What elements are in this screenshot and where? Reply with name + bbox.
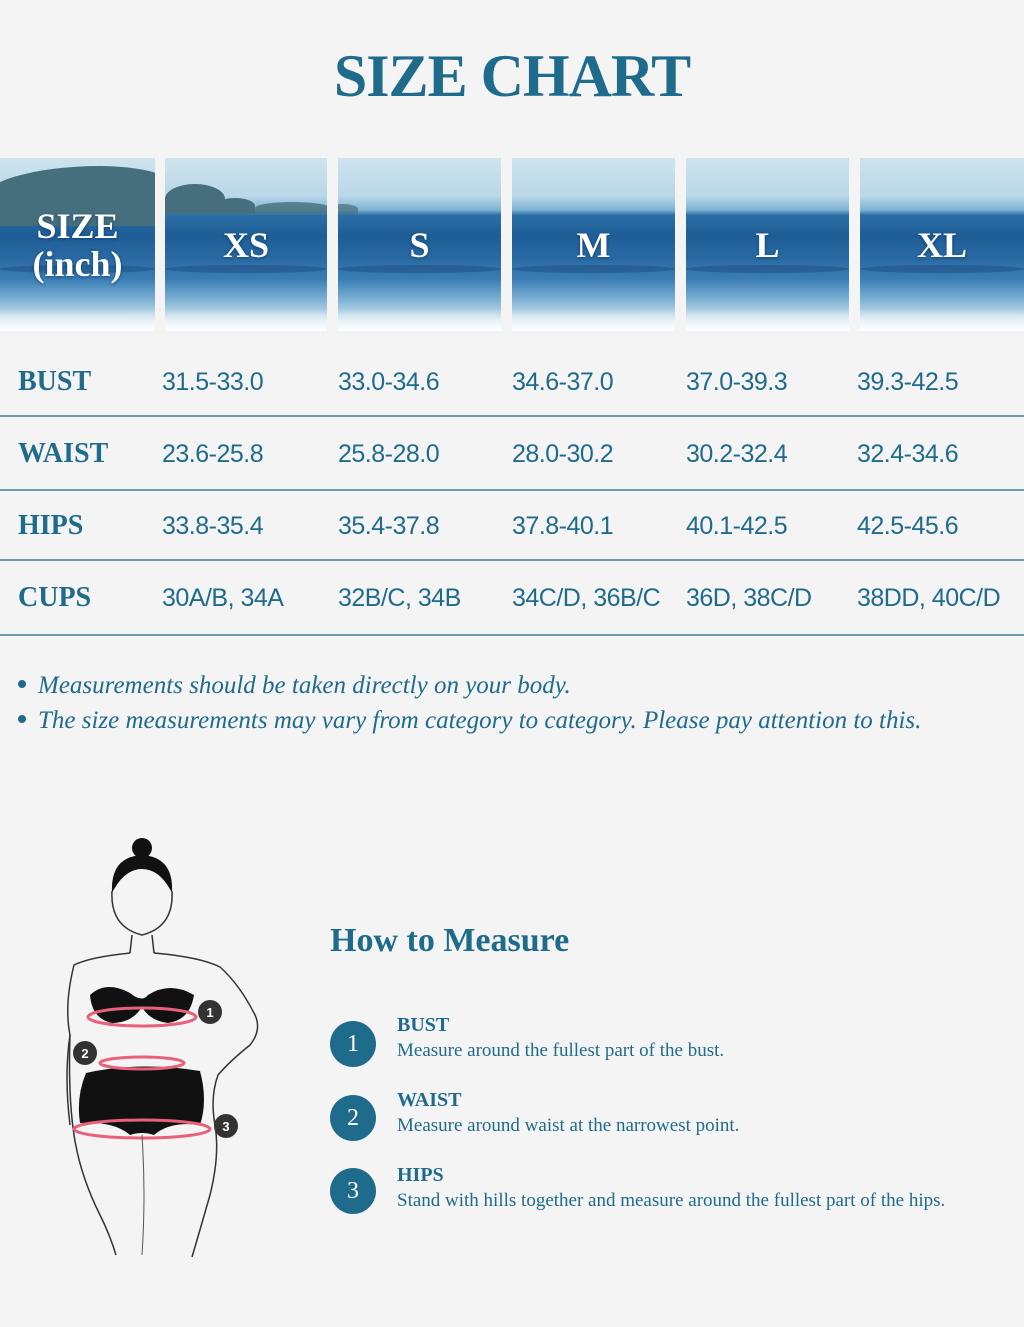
step-description: Measure around waist at the narrowest point.: [397, 1115, 740, 1136]
step-number-badge: 2: [330, 1095, 376, 1141]
cell-bust-l: 37.0-39.3: [686, 368, 788, 396]
bullet-icon: [18, 715, 26, 723]
marker-2-icon: [73, 1041, 97, 1065]
cell-bust-xs: 31.5-33.0: [162, 368, 264, 396]
size-label-xl: XL: [916, 224, 967, 265]
cell-bust-s: 33.0-34.6: [338, 368, 440, 396]
size-label-l: L: [755, 224, 780, 265]
step-description: Stand with hills together and measure around the fullest part of the hips.: [397, 1190, 946, 1211]
step-title: HIPS: [397, 1164, 444, 1186]
bikini-top: [90, 987, 194, 1023]
cell-waist-s: 25.8-28.0: [338, 440, 440, 468]
header-cell-s: [338, 158, 501, 331]
cell-cups-l: 36D, 38C/D: [686, 584, 812, 612]
size-label-m: M: [576, 224, 611, 265]
header-cell-xl: [860, 158, 1024, 331]
neck-outline: [130, 935, 154, 953]
cell-waist-xs: 23.6-25.8: [162, 440, 264, 468]
step-number-badge: 3: [330, 1168, 376, 1214]
cell-cups-xl: 38DD, 40C/D: [857, 584, 1001, 612]
page-title: SIZE CHART: [333, 43, 691, 109]
row-label-cups: CUPS: [18, 582, 92, 613]
cell-hips-xl: 42.5-45.6: [857, 512, 959, 540]
cell-bust-xl: 39.3-42.5: [857, 368, 959, 396]
step-title: WAIST: [397, 1089, 462, 1111]
cell-cups-m: 34C/D, 36B/C: [512, 584, 661, 612]
row-label-waist: WAIST: [18, 438, 109, 469]
row-label-bust: BUST: [18, 366, 92, 397]
size-label-line1: SIZE: [36, 205, 119, 246]
row-divider: [0, 634, 1024, 636]
step-description: Measure around the fullest part of the bust.: [397, 1040, 725, 1061]
note-text: Measurements should be taken directly on your body.: [38, 672, 571, 699]
svg-text:1: 1: [206, 1005, 214, 1020]
hair: [112, 855, 172, 893]
row-divider: [0, 489, 1024, 491]
cell-cups-xs: 30A/B, 34A: [162, 584, 284, 612]
svg-text:3: 3: [222, 1119, 230, 1134]
note-item: [18, 672, 571, 700]
cell-waist-xl: 32.4-34.6: [857, 440, 959, 468]
cell-hips-l: 40.1-42.5: [686, 512, 788, 540]
bullet-icon: [18, 680, 26, 688]
cell-hips-xs: 33.8-35.4: [162, 512, 264, 540]
cell-waist-m: 28.0-30.2: [512, 440, 614, 468]
body-measurement-figure: [50, 835, 280, 1265]
cell-waist-l: 30.2-32.4: [686, 440, 788, 468]
cell-cups-s: 32B/C, 34B: [338, 584, 461, 612]
header-cell-l: [686, 158, 849, 331]
head-outline: [112, 891, 172, 935]
marker-1-icon: [198, 1000, 222, 1024]
header-cell-m: [512, 158, 675, 331]
note-item: [18, 707, 921, 735]
row-divider: [0, 559, 1024, 561]
size-label-line2: (inch): [32, 243, 123, 284]
cell-bust-m: 34.6-37.0: [512, 368, 614, 396]
leg-line: [142, 1135, 144, 1255]
header-cell-size-label: [0, 158, 155, 331]
row-divider: [0, 415, 1024, 417]
size-label-xs: XS: [222, 224, 270, 265]
step-title: BUST: [397, 1014, 450, 1036]
row-label-hips: HIPS: [18, 510, 84, 541]
header-cell-xs: [165, 158, 327, 331]
note-text: The size measurements may vary from category to category. Please pay attention to this.: [38, 707, 922, 734]
size-unit-label: [0, 158, 155, 331]
cell-hips-m: 37.8-40.1: [512, 512, 614, 540]
how-to-measure-title: How to Measure: [330, 922, 570, 959]
svg-text:2: 2: [81, 1046, 89, 1061]
cell-hips-s: 35.4-37.8: [338, 512, 440, 540]
size-label-s: S: [409, 224, 430, 265]
bikini-bottom: [79, 1066, 204, 1135]
marker-3-icon: [214, 1114, 238, 1138]
step-number-badge: 1: [330, 1021, 376, 1067]
